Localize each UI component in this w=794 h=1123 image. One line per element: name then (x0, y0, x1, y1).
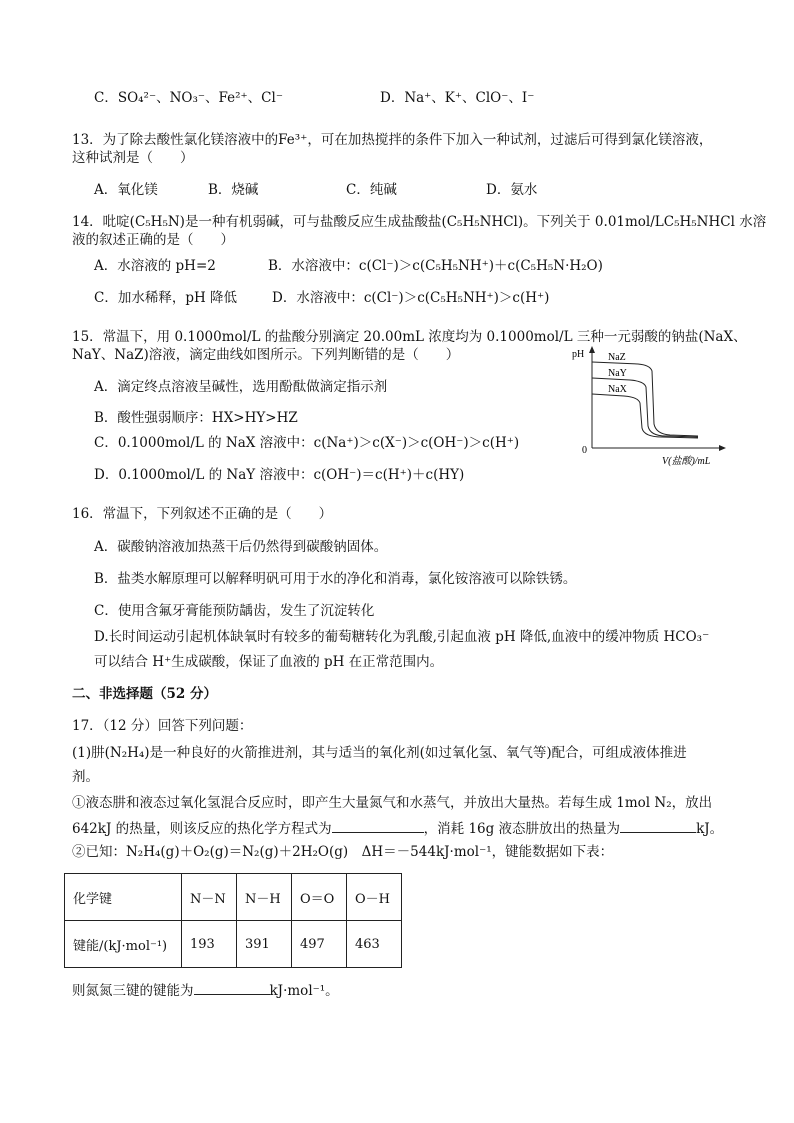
y-axis-arrow (589, 346, 595, 353)
table-cell: 键能/(kJ·mol⁻¹) (65, 921, 182, 968)
q14-stem-line1: 14．吡啶(C₅H₅N)是一种有机弱碱，可与盐酸反应生成盐酸盐(C₅H₅NHCl)。下列关于 0.01mol/LC₅H₅NHCl 水溶 (72, 214, 767, 230)
q17-sub1-text-post: kJ。 (696, 821, 724, 837)
q16-option-d-line1: D.长时间运动引起机体缺氧时有较多的葡萄糖转化为乳酸,引起血液 pH 降低,血液中的缓冲物质 HCO₃⁻ (94, 629, 710, 645)
q16-option-b: B．盐类水解原理可以解释明矾可用于水的净化和消毒，氯化铵溶液可以除铁锈。 (94, 571, 577, 587)
q17-sub2-line: ②已知：N₂H₄(g)＋O₂(g)＝N₂(g)＋2H₂O(g) ΔH＝－544kJ·mol⁻¹，键能数据如下表： (72, 844, 614, 860)
q12-option-c: C．SO₄²⁻、NO₃⁻、Fe²⁺、Cl⁻ (94, 90, 283, 106)
section-heading: 二、非选择题（52 分） (72, 686, 217, 702)
q14-stem-line2: 液的叙述正确的是（ ） (72, 232, 234, 248)
q16-option-c: C．使用含氟牙膏能预防龋齿，发生了沉淀转化 (94, 603, 375, 619)
q16-option-a: A．碳酸钠溶液加热蒸干后仍然得到碳酸钠固体。 (94, 539, 388, 555)
q17-sub1-line2 (72, 818, 723, 838)
q17-final-text-pre: 则氮氮三键的键能为 (72, 983, 194, 999)
q15-option-d: D．0.1000mol/L 的 NaY 溶液中：c(OH⁻)＝c(H⁺)＋c(HY) (94, 467, 465, 483)
titration-curve-figure (566, 344, 732, 468)
q17-sub1-text-mid: ，消耗 16g 液态肼放出的热量为 (423, 821, 621, 837)
q17-sub1-text-pre: 642kJ 的热量，则该反应的热化学方程式为 (72, 821, 332, 837)
curve-label-nay: NaY (608, 368, 627, 379)
q17-final-text-post: kJ·mol⁻¹。 (269, 983, 339, 999)
q15-option-c: C．0.1000mol/L 的 NaX 溶液中：c(Na⁺)＞c(X⁻)＞c(OH⁻)＞c(H⁺) (94, 435, 520, 451)
q13-stem-line1: 13．为了除去酸性氯化镁溶液中的Fe³⁺，可在加热搅拌的条件下加入一种试剂，过滤后可得到氯化镁溶液， (72, 132, 713, 148)
curve-label-naz: NaZ (608, 352, 626, 363)
table-header-cell: N－H (237, 874, 292, 921)
table-row (65, 921, 402, 968)
answer-blank-heat[interactable] (620, 818, 696, 833)
table-header-cell: 化学键 (65, 874, 182, 921)
table-header-cell: O－H (347, 874, 402, 921)
answer-blank-equation[interactable] (332, 818, 424, 833)
q17-final-line (72, 980, 339, 1000)
q14-option-c: C．加水稀释，pH 降低 (94, 290, 238, 306)
table-header-cell: N－N (182, 874, 237, 921)
q15-option-a: A．滴定终点溶液呈碱性，选用酚酞做滴定指示剂 (94, 379, 388, 395)
q13-stem-line2: 这种试剂是（ ） (72, 150, 194, 166)
curve-nax (592, 394, 698, 438)
q17-part1-line1: (1)肼(N₂H₄)是一种良好的火箭推进剂，其与适当的氧化剂(如过氧化氢、氧气等)配合，可组成液体推进 (72, 745, 687, 761)
q15-stem-line2: NaY、NaZ)溶液，滴定曲线如图所示。下列判断错的是（ ） (72, 347, 460, 363)
bond-energy-table (64, 873, 402, 968)
q13-option-b: B．烧碱 (208, 182, 259, 198)
q13-option-c: C．纯碱 (346, 182, 397, 198)
table-cell: 463 (347, 921, 402, 968)
q14-option-d: D．水溶液中：c(Cl⁻)＞c(C₅H₅NH⁺)＞c(H⁺) (272, 290, 550, 306)
origin-label: 0 (582, 445, 587, 456)
q17-title: 17．（12 分）回答下列问题： (72, 718, 253, 734)
table-cell: 497 (292, 921, 347, 968)
table-cell: 391 (237, 921, 292, 968)
q13-option-a: A．氧化镁 (94, 182, 158, 198)
x-axis-arrow (719, 445, 726, 451)
q16-stem: 16．常温下，下列叙述不正确的是（ ） (72, 506, 333, 522)
table-cell: 193 (182, 921, 237, 968)
answer-blank-bond-energy[interactable] (194, 980, 270, 995)
table-header-cell: O＝O (292, 874, 347, 921)
q17-part1-line2: 剂。 (72, 769, 99, 785)
curve-label-nax: NaX (608, 384, 627, 395)
q16-option-d-line2: 可以结合 H⁺生成碳酸，保证了血液的 pH 在正常范围内。 (94, 654, 444, 670)
q13-option-d: D．氨水 (486, 182, 538, 198)
axis-label-ph: pH (572, 349, 585, 360)
q12-option-d: D．Na⁺、K⁺、ClO⁻、I⁻ (380, 90, 535, 106)
q15-option-b: B．酸性强弱顺序：HX>HY>HZ (94, 410, 298, 426)
table-header-row (65, 874, 402, 921)
q14-option-a: A．水溶液的 pH=2 (94, 258, 216, 274)
q15-stem-line1: 15．常温下，用 0.1000mol/L 的盐酸分别滴定 20.00mL 浓度均为 0.1000mol/L 三种一元弱酸的钠盐(NaX、 (72, 329, 747, 345)
q14-option-b: B．水溶液中：c(Cl⁻)＞c(C₅H₅NH⁺)＋c(C₅H₅N·H₂O) (268, 258, 603, 274)
q17-sub1-line1: ①液态肼和液态过氧化氢混合反应时，即产生大量氮气和水蒸气，并放出大量热。若每生成 1mol N₂，放出 (72, 795, 713, 811)
axis-label-volume: V(盐酸)/mL (662, 456, 711, 467)
